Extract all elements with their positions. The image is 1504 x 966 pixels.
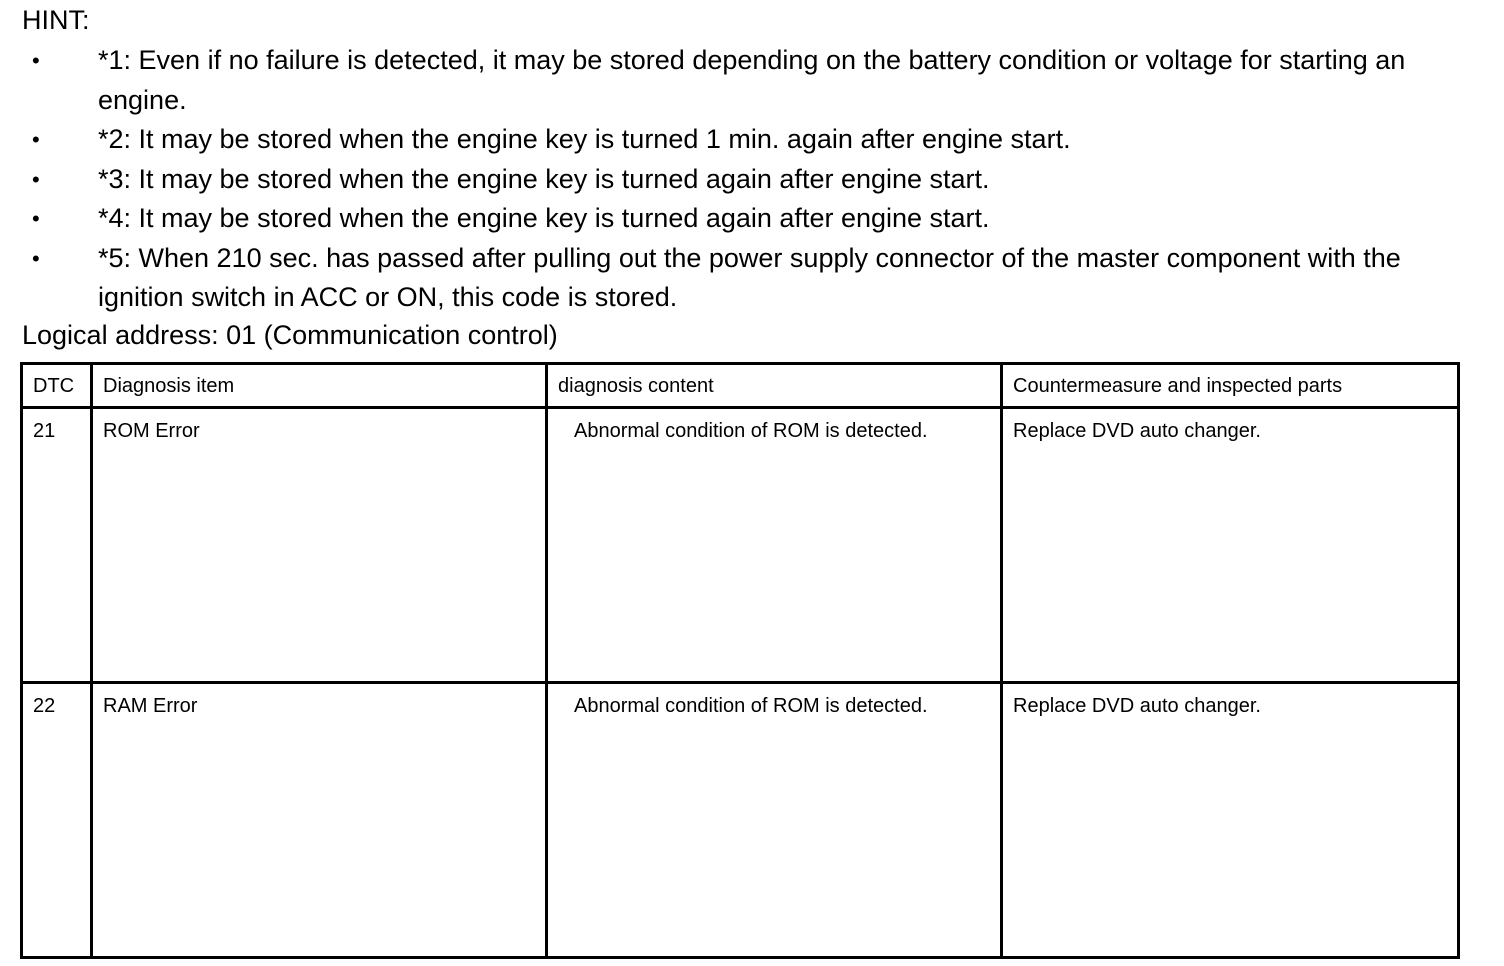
bullet-icon: • xyxy=(32,127,40,152)
hint-item xyxy=(0,239,1460,318)
hint-item xyxy=(0,199,1460,239)
cell-countermeasure: Replace DVD auto changer. xyxy=(1002,683,1459,958)
hint-item-text: *5: When 210 sec. has passed after pulling out the power supply connector of the master component with the ignition switch in ACC or ON, this code is stored. xyxy=(98,242,1401,312)
header-diagnosis-item: Diagnosis item xyxy=(92,364,547,408)
cell-dtc: 22 xyxy=(22,683,92,958)
hint-item-text: *1: Even if no failure is detected, it may be stored depending on the battery condition or voltage for starting an engine. xyxy=(98,45,1406,115)
cell-diagnosis-content: Abnormal condition of ROM is detected. xyxy=(547,683,1002,958)
table-header-row xyxy=(22,364,1459,408)
hint-item xyxy=(0,120,1460,160)
header-diagnosis-content: diagnosis content xyxy=(547,364,1002,408)
cell-diagnosis-item: RAM Error xyxy=(92,683,547,958)
table-row xyxy=(22,408,1459,683)
hint-list xyxy=(0,41,1504,318)
dtc-table xyxy=(20,362,1460,959)
bullet-icon: • xyxy=(32,48,40,73)
cell-diagnosis-item: ROM Error xyxy=(92,408,547,683)
hint-item-text: *3: It may be stored when the engine key is turned again after engine start. xyxy=(98,163,990,194)
cell-dtc: 21 xyxy=(22,408,92,683)
bullet-icon: • xyxy=(32,206,40,231)
header-dtc: DTC xyxy=(22,364,92,408)
cell-diagnosis-content: Abnormal condition of ROM is detected. xyxy=(547,408,1002,683)
table-row xyxy=(22,683,1459,958)
cell-countermeasure: Replace DVD auto changer. xyxy=(1002,408,1459,683)
bullet-icon: • xyxy=(32,166,40,192)
hint-item xyxy=(0,41,1460,120)
hint-item-text: *2: It may be stored when the engine key is turned 1 min. again after engine start. xyxy=(98,124,1071,154)
hint-title: HINT: xyxy=(22,5,90,35)
hint-item xyxy=(0,160,1460,200)
hint-item-text: *4: It may be stored when the engine key is turned again after engine start. xyxy=(98,203,990,233)
logical-address-heading: Logical address: 01 (Communication control) xyxy=(22,320,558,350)
header-countermeasure: Countermeasure and inspected parts xyxy=(1002,364,1459,408)
bullet-icon: • xyxy=(32,245,40,271)
